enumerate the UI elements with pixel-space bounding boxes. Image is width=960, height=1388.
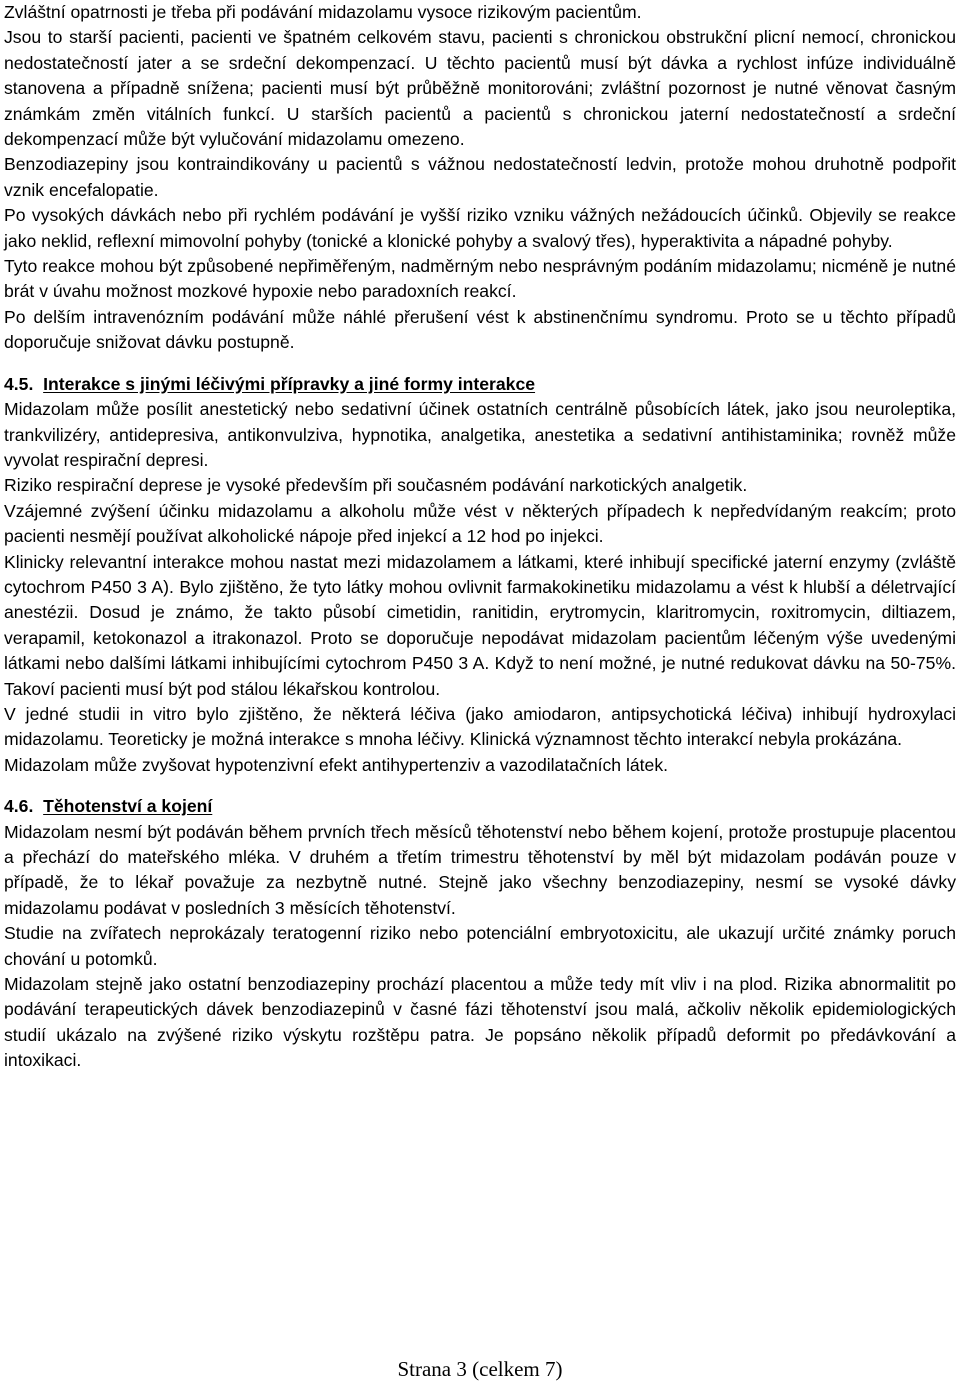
paragraph: Zvláštní opatrnosti je třeba při podávání midazolamu vysoce rizikovým pacientům. bbox=[4, 2, 642, 22]
paragraph: Po vysokých dávkách nebo při rychlém podávání je vyšší riziko vzniku vážných nežádoucích účinků. Objevily se reakce jako neklid, reflexní mimovolní pohyby (tonické a klonické pohyby a svalový třes), hyperaktivita a nápadné pohyby. bbox=[4, 205, 956, 251]
paragraph: Jsou to starší pacienti, pacienti ve špatném celkovém stavu, pacienti s chronickou obstrukční plicní nemocí, chronickou nedostatečností jater a se srdeční dekompenzací. U těchto pacientů musí být dávka a rychlost infúze individuálně stanovena a případně snížena; pacienti musí být průběžně monitorováni; zvláštní pozornost je nutné věnovat časným známkám změn vitálních funkcí. U starších pacientů a pacientů s chronickou jaterní nedostatečností a srdeční dekompenzací může být vylučování midazolamu omezeno. bbox=[4, 27, 956, 150]
paragraph: Studie na zvířatech neprokázaly teratogenní riziko nebo potenciální embryotoxicitu, ale ukazují určité známky poruch chování u potomků. bbox=[4, 923, 956, 969]
section-title: Těhotenství a kojení bbox=[43, 796, 213, 817]
section-title: Interakce s jinými léčivými přípravky a jiné formy interakce bbox=[43, 373, 536, 394]
section-heading bbox=[4, 372, 956, 397]
section-precautions bbox=[4, 0, 956, 356]
paragraph: V jedné studii in vitro bylo zjištěno, že některá léčiva (jako amiodaron, antipsychotická léčiva) inhibují hydroxylaci midazolamu. Teoreticky je možná interakce s mnoha léčivy. Klinická významnost těchto interakcí nebyla prokázána. bbox=[4, 703, 956, 750]
paragraph: Midazolam může zvyšovat hypotenzivní efekt antihypertenziv a vazodilatačních látek. bbox=[4, 754, 669, 775]
section-pregnancy bbox=[4, 794, 956, 1073]
paragraph: Tyto reakce mohou být způsobené nepřiměřeným, nadměrným nebo nesprávným podáním midazolamu; nicméně je nutné brát v úvahu možnost mozkové hypoxie nebo paradoxních reakcí. bbox=[4, 256, 956, 302]
section-heading bbox=[4, 794, 956, 819]
paragraph: Vzájemné zvýšení účinku midazolamu a alkoholu může vést v některých případech k nepředvídaným reakcím; proto pacienti nesmějí používat alkoholické nápoje před injekcí a 12 hod po injekci. bbox=[4, 500, 956, 547]
page-footer: Strana 3 (celkem 7) bbox=[397, 1357, 563, 1381]
document-page bbox=[4, 0, 956, 1074]
paragraph: Po delším intravenózním podávání může náhlé přerušení vést k abstinenčnímu syndromu. Proto se u těchto případů doporučuje snižovat dávku postupně. bbox=[4, 306, 956, 353]
section-number: 4.5. bbox=[4, 373, 34, 394]
paragraph: Klinicky relevantní interakce mohou nastat mezi midazolamem a látkami, které inhibují specifické jaterní enzymy (zvláště cytochrom P450 3 A). Bylo zjištěno, že tyto látky mohou ovlivnit farmakokinetiku midazolamu a vést k hlubší a déletrvající anestézii. Dosud je známo, že takto působí cimetidin, ranitidin, erytromycin, klaritromycin, roxitromycin, diltiazem, verapamil, ketokonazol a itrakonazol. Proto se doporučuje nepodávat midazolam pacientům léčeným výše uvedenými látkami nebo dalšími látkami inhibujícími cytochrom P450 3 A. Když to není možné, je nutné redukovat dávku na 50-75%. Takoví pacienti musí být pod stálou lékařskou kontrolou. bbox=[4, 551, 956, 699]
paragraph: Benzodiazepiny jsou kontraindikovány u pacientů s vážnou nedostatečností ledvin, protože mohou druhotně podpořit vznik encefalopatie. bbox=[4, 154, 956, 200]
paragraph: Midazolam může posílit anestetický nebo sedativní účinek ostatních centrálně působících látek, jako jsou neuroleptika, trankvilizéry, antidepresiva, antikonvulziva, hypnotika, analgetika, anestetika a sedativní antihistaminika; rovněž může vyvolat respirační depresi. bbox=[4, 399, 956, 470]
paragraph: Midazolam stejně jako ostatní benzodiazepiny prochází placentou a může tedy mít vliv i na plod. Rizika abnormalitit po podávání terapeutických dávek benzodiazepinů v časné fázi těhotenství jsou malá, ačkoliv několik epidemiologických studií ukázalo na zvýšené riziko výskytu rozštěpu patra. Je popsáno několik případů deformit po předávkování a intoxikaci. bbox=[4, 974, 956, 1071]
paragraph: Midazolam nesmí být podáván během prvních třech měsíců těhotenství nebo během kojení, protože prostupuje placentou a přechází do mateřského mléka. V druhém a třetím trimestru těhotenství by měl být midazolam podáván pouze v případě, že to lékař považuje za nezbytně nutné. Stejně jako všechny benzodiazepiny, nesmí se vysoké dávky midazolamu podávat v posledních 3 měsících těhotenství. bbox=[4, 821, 956, 918]
section-number: 4.6. bbox=[4, 796, 34, 817]
paragraph: Riziko respirační deprese je vysoké především při současném podávání narkotických analgetik. bbox=[4, 475, 748, 496]
section-interactions bbox=[4, 372, 956, 779]
